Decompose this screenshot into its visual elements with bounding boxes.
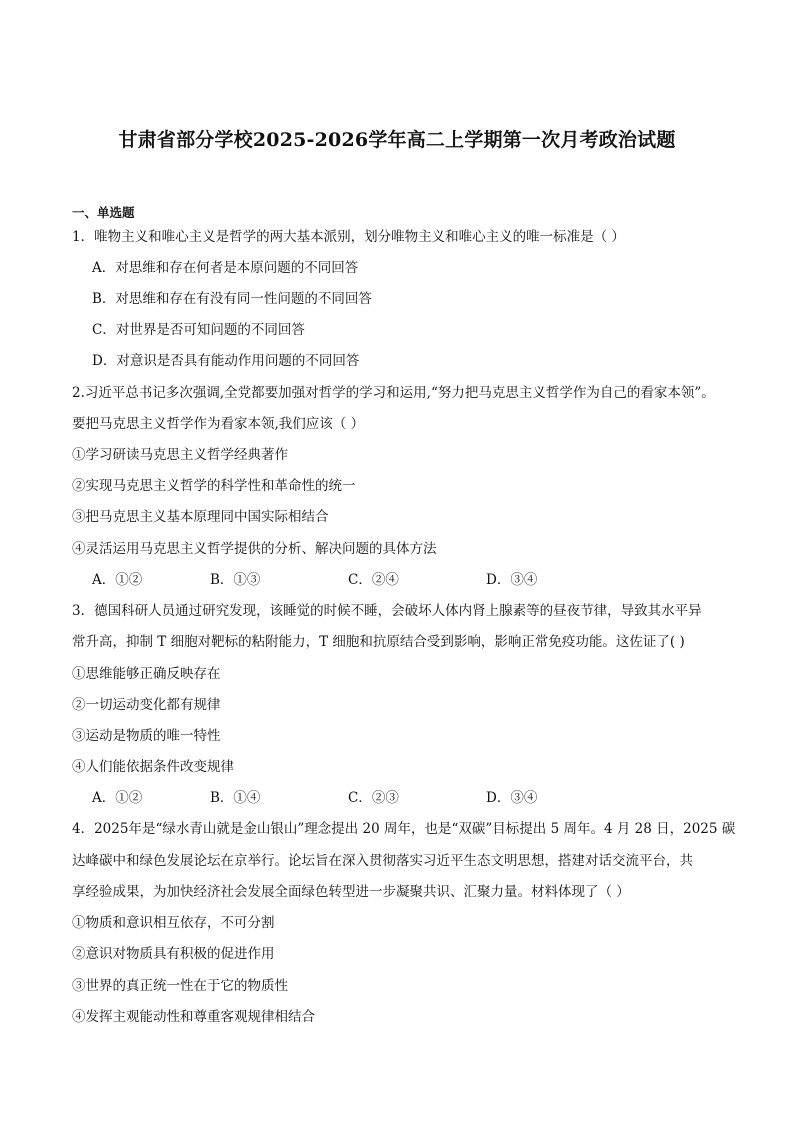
question-3-choice-a: A．①② — [92, 790, 143, 806]
question-4-item-4: ④发挥主观能动性和尊重客观规律相结合 — [72, 1009, 315, 1025]
question-2-choice-b: B．①③ — [210, 572, 261, 588]
question-3-item-2: ②一切运动变化都有规律 — [72, 697, 221, 713]
question-3-item-4: ④人们能依据条件改变规律 — [72, 759, 234, 775]
question-2-item-3: ③把马克思主义基本原理同中国实际相结合 — [72, 509, 329, 525]
question-4-item-3: ③世界的真正统一性在于它的物质性 — [72, 978, 288, 994]
question-2-item-1: ①学习研读马克思主义哲学经典著作 — [72, 447, 288, 463]
question-3-item-3: ③运动是物质的唯一特性 — [72, 728, 221, 744]
section-heading: 一、单选题 — [72, 205, 135, 220]
question-1-option-d: D．对意识是否具有能动作用问题的不同回答 — [92, 353, 360, 369]
question-1-option-c: C．对世界是否可知问题的不同回答 — [92, 322, 305, 338]
page-title: 甘肃省部分学校2025-2026学年高二上学期第一次月考政治试题 — [118, 129, 676, 151]
question-4-item-1: ①物质和意识相互依存，不可分割 — [72, 915, 275, 931]
question-3-stem-line-2: 常升高，抑制 T 细胞对靶标的粘附能力，T 细胞和抗原结合受到影响，影响正常免疫功能。这佐证了( ) — [72, 634, 685, 650]
question-4-stem-line-2: 达峰碳中和绿色发展论坛在京举行。论坛旨在深入贯彻落实习近平生态文明思想，搭建对话交流平台，共 — [72, 853, 693, 869]
question-2-item-4: ④灵活运用马克思主义哲学提供的分析、解决问题的具体方法 — [72, 541, 437, 557]
question-2-choice-d: D．③④ — [486, 572, 538, 588]
question-3-item-1: ①思维能够正确反映存在 — [72, 666, 221, 682]
question-1-option-a: A．对思维和存在何者是本原问题的不同回答 — [92, 260, 359, 276]
question-2-choice-c: C．②④ — [348, 572, 399, 588]
question-1-option-b: B．对思维和存在有没有同一性问题的不同回答 — [92, 291, 372, 307]
question-2-item-2: ②实现马克思主义哲学的科学性和革命性的统一 — [72, 478, 356, 494]
question-1-stem: 1．唯物主义和唯心主义是哲学的两大基本派别，划分唯物主义和唯心主义的唯一标准是（ ） — [72, 229, 625, 245]
question-3-choice-c: C．②③ — [348, 790, 399, 806]
question-2-stem-line-2: 要把马克思主义哲学作为看家本领,我们应该（ ） — [72, 416, 365, 432]
question-3-stem-line-1: 3．德国科研人员通过研究发现，该睡觉的时候不睡，会破坏人体内肾上腺素等的昼夜节律，导致其水平异 — [72, 603, 702, 619]
question-4-stem-line-3: 享经验成果，为加快经济社会发展全面绿色转型进一步凝聚共识、汇聚力量。材料体现了（ ） — [72, 884, 630, 900]
question-3-choice-d: D．③④ — [486, 790, 538, 806]
question-3-choice-b: B．①④ — [210, 790, 261, 806]
question-4-item-2: ②意识对物质具有积极的促进作用 — [72, 946, 275, 962]
question-4-stem-line-1: 4．2025年是“绿水青山就是金山银山”理念提出 20 周年，也是“双碳”目标提出 5 周年。4 月 28 日，2025 碳 — [72, 821, 736, 837]
question-2-stem-line-1: 2.习近平总书记多次强调,全党都要加强对哲学的学习和运用,“努力把马克思主义哲学作为自己的看家本领”。 — [72, 385, 715, 401]
question-2-choice-a: A．①② — [92, 572, 143, 588]
